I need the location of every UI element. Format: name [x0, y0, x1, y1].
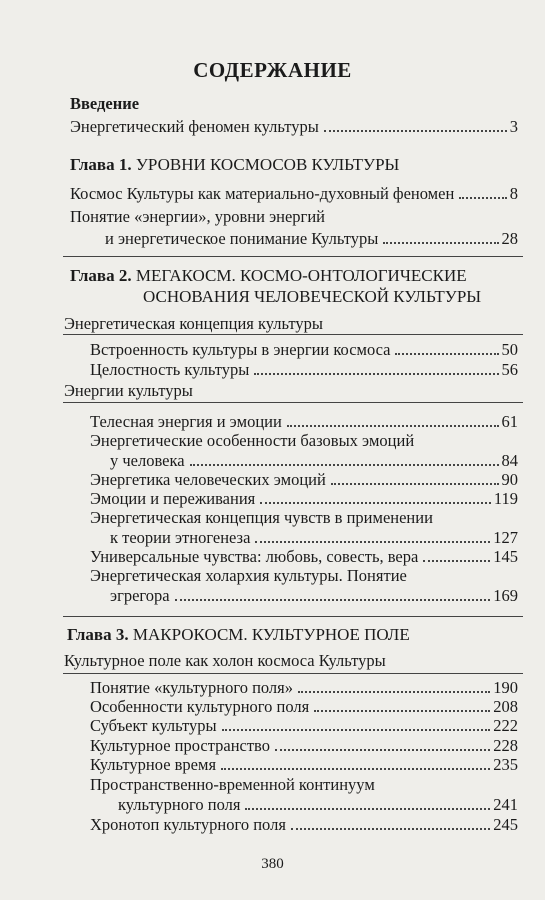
entry-page: 235	[493, 755, 518, 774]
entry-page: 222	[493, 716, 518, 735]
chapter-number: Глава 2.	[70, 266, 132, 285]
toc-entry[interactable]	[90, 340, 518, 360]
entry-title: Хронотоп культурного поля	[90, 815, 286, 834]
divider	[63, 256, 523, 257]
entry-page: 84	[501, 451, 518, 470]
leader-dots	[255, 541, 490, 543]
entry-page: 50	[501, 340, 518, 359]
leader-dots	[331, 483, 499, 485]
toc-entry[interactable]	[90, 736, 518, 756]
toc-entry[interactable]	[118, 795, 518, 815]
leader-dots	[383, 242, 498, 244]
entry-page: 241	[493, 795, 518, 814]
leader-dots	[287, 425, 499, 427]
leader-dots	[254, 373, 498, 375]
chapter-3-heading	[67, 625, 410, 645]
entry-title: Эмоции и переживания	[90, 489, 256, 508]
chapter-number: Глава 1.	[70, 155, 132, 174]
chapter-title: УРОВНИ КОСМОСОВ КУЛЬТУРЫ	[135, 155, 400, 174]
entry-title-line1: Пространственно-временной континуум	[90, 775, 375, 794]
leader-dots	[260, 502, 491, 504]
entry-title: Встроенность культуры в энергии космоса	[90, 340, 391, 359]
entry-page: 190	[493, 678, 518, 697]
toc-entry[interactable]	[110, 528, 518, 548]
toc-entry[interactable]	[90, 489, 518, 509]
toc-entry[interactable]	[105, 229, 518, 249]
leader-dots	[245, 808, 490, 810]
entry-title: Энергетика человеческих эмоций	[90, 470, 326, 489]
entry-page: 3	[509, 117, 518, 136]
leader-dots	[222, 729, 491, 731]
chapter-title-line2: ОСНОВАНИЯ ЧЕЛОВЕЧЕСКОЙ КУЛЬТУРЫ	[143, 287, 482, 306]
entry-title: Целостность культуры	[90, 360, 250, 379]
entry-title: Телесная энергия и эмоции	[90, 412, 282, 431]
leader-dots	[324, 130, 507, 132]
leader-dots	[459, 197, 506, 199]
entry-page: 228	[493, 736, 518, 755]
entry-title: Культурное время	[90, 755, 217, 774]
toc-entry[interactable]	[90, 755, 518, 775]
leader-dots	[275, 749, 490, 751]
toc-entry[interactable]	[90, 815, 518, 835]
entry-page: 61	[501, 412, 518, 431]
entry-page: 169	[493, 586, 518, 605]
leader-dots	[395, 353, 498, 355]
entry-page: 8	[509, 184, 518, 203]
chapter-1-heading	[70, 155, 399, 175]
leader-dots	[314, 710, 490, 712]
entry-title: Особенности культурного поля	[90, 697, 310, 716]
entry-title-line1: Энергетическая концепция чувств в применении	[90, 508, 433, 527]
toc-entry[interactable]	[90, 412, 518, 432]
entry-page: 127	[493, 528, 518, 547]
chapter-2-heading	[70, 266, 467, 286]
leader-dots	[190, 464, 499, 466]
entry-title-line2: к теории этногенеза	[110, 528, 251, 547]
toc-entry[interactable]	[90, 547, 518, 567]
entry-page: 90	[501, 470, 518, 489]
page-title: СОДЕРЖАНИЕ	[193, 58, 352, 82]
toc-entry[interactable]	[90, 716, 518, 736]
entry-title-line2: у человека	[110, 451, 185, 470]
entry-title-line2: и энергетическое понимание Культуры	[105, 229, 379, 248]
section-title: Культурное поле как холон космоса Культуры	[64, 651, 386, 670]
leader-dots	[298, 691, 490, 693]
leader-dots	[221, 768, 490, 770]
entry-title-line2: культурного поля	[118, 795, 241, 814]
entry-page: 245	[493, 815, 518, 834]
toc-entry[interactable]	[90, 678, 518, 698]
entry-page: 119	[493, 489, 518, 508]
entry-page: 208	[493, 697, 518, 716]
chapter-title: МАКРОКОСМ. КУЛЬТУРНОЕ ПОЛЕ	[132, 625, 410, 644]
entry-title: Универсальные чувства: любовь, совесть, вера	[90, 547, 419, 566]
toc-entry[interactable]	[110, 586, 518, 606]
section-title: Энергетическая концепция культуры	[64, 314, 324, 333]
section-title: Энергии культуры	[64, 381, 193, 400]
chapter-title: МЕГАКОСМ. КОСМО-ОНТОЛОГИЧЕСКИЕ	[135, 266, 467, 285]
entry-title: Космос Культуры как материально-духовный феномен	[70, 184, 455, 203]
toc-entry[interactable]	[70, 117, 518, 137]
toc-entry[interactable]	[110, 451, 518, 471]
toc-entry[interactable]	[90, 697, 518, 717]
intro-heading: Введение	[70, 94, 140, 113]
chapter-number: Глава 3.	[67, 625, 129, 644]
divider	[63, 673, 523, 674]
toc-entry[interactable]	[90, 470, 518, 490]
entry-page: 56	[501, 360, 518, 379]
entry-page: 28	[501, 229, 518, 248]
leader-dots	[423, 560, 490, 562]
entry-title-line1: Понятие «энергии», уровни энергий	[70, 207, 325, 226]
divider	[63, 334, 523, 335]
entry-page: 145	[493, 547, 518, 566]
entry-title-line1: Энергетическая холархия культуры. Понятие	[90, 566, 407, 585]
leader-dots	[291, 828, 490, 830]
page-number: 380	[261, 856, 284, 872]
entry-title: Понятие «культурного поля»	[90, 678, 294, 697]
entry-title-line2: эгрегора	[110, 586, 170, 605]
divider	[63, 402, 523, 403]
entry-title-line1: Энергетические особенности базовых эмоций	[90, 431, 415, 450]
divider	[63, 616, 523, 617]
entry-title: Культурное пространство	[90, 736, 270, 755]
entry-title: Энергетический феномен культуры	[70, 117, 319, 136]
toc-entry[interactable]	[90, 360, 518, 380]
entry-title: Субъект культуры	[90, 716, 217, 735]
toc-entry[interactable]	[70, 184, 518, 204]
leader-dots	[175, 599, 491, 601]
